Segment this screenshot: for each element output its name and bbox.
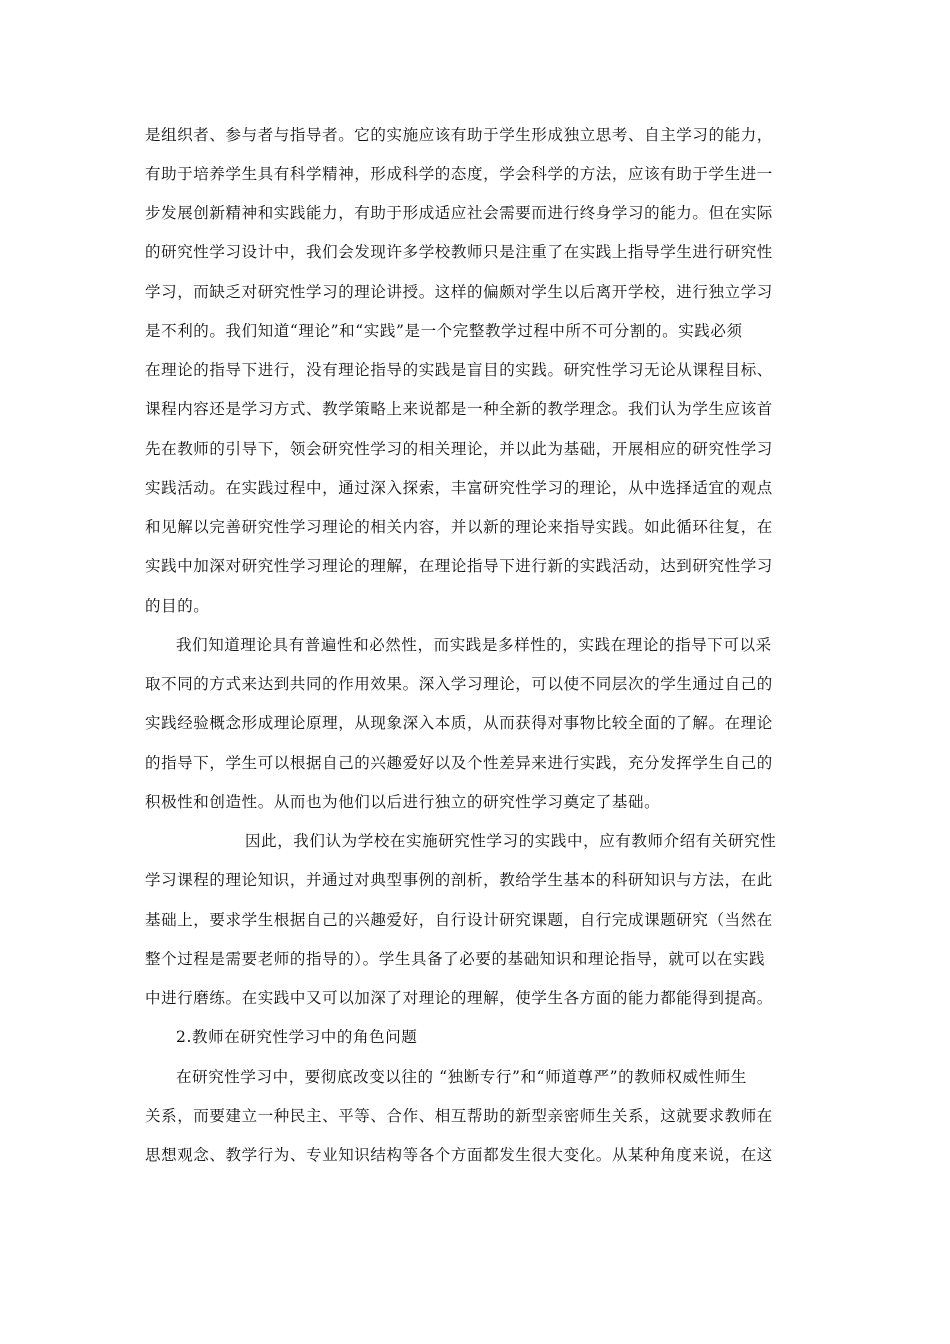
text-line: 是组织者、参与者与指导者。它的实施应该有助于学生形成独立思考、自主学习的能力， bbox=[145, 126, 773, 144]
text-line: 实践中加深对研究性学习理论的理解，在理论指导下进行新的实践活动，达到研究性学习 bbox=[145, 557, 773, 575]
text-line: 是不利的。我们知道“理论”和“实践”是一个完整教学过程中所不可分割的。实践必须 bbox=[145, 322, 743, 340]
text-line: 和见解以完善研究性学习理论的相关内容，并以新的理论来指导实践。如此循环往复，在 bbox=[145, 518, 773, 536]
text-line: 步发展创新精神和实践能力，有助于形成适应社会需要而进行终身学习的能力。但在实际 bbox=[145, 204, 773, 222]
text-line: 基础上，要求学生根据自己的兴趣爱好，自行设计研究课题，自行完成课题研究（当然在 bbox=[145, 911, 773, 929]
text-line: 的研究性学习设计中，我们会发现许多学校教师只是注重了在实践上指导学生进行研究性 bbox=[145, 243, 773, 261]
text-line: 中进行磨练。在实践中又可以加深了对理论的理解，使学生各方面的能力都能得到提高。 bbox=[145, 989, 773, 1007]
text-line: 学习，而缺乏对研究性学习的理论讲授。这样的偏颇对学生以后离开学校，进行独立学习 bbox=[145, 283, 773, 301]
text-line: 先在教师的引导下，领会研究性学习的相关理论，并以此为基础，开展相应的研究性学习 bbox=[145, 440, 773, 458]
text-line: 实践活动。在实践过程中，通过深入探索，丰富研究性学习的理论，从中选择适宜的观点 bbox=[145, 479, 773, 497]
text-line: 思想观念、教学行为、专业知识结构等各个方面都发生很大变化。从某种角度来说，在这 bbox=[145, 1146, 773, 1164]
text-line: 学习课程的理论知识，并通过对典型事例的剖析，教给学生基本的科研知识与方法，在此 bbox=[145, 871, 773, 889]
text-line: 课程内容还是学习方式、教学策略上来说都是一种全新的教学理念。我们认为学生应该首 bbox=[145, 400, 773, 418]
text-line: 实践经验概念形成理论原理，从现象深入本质，从而获得对事物比较全面的了解。在理论 bbox=[145, 714, 773, 732]
text-line: 取不同的方式来达到共同的作用效果。深入学习理论，可以使不同层次的学生通过自己的 bbox=[145, 675, 773, 693]
text-line: 积极性和创造性。从而也为他们以后进行独立的研究性学习奠定了基础。 bbox=[145, 793, 661, 811]
section-heading: 2.教师在研究性学习中的角色问题 bbox=[176, 1028, 418, 1046]
text-line: 有助于培养学生具有科学精神，形成科学的态度，学会科学的方法，应该有助于学生进一 bbox=[145, 165, 773, 183]
paragraph-first-line: 在研究性学习中，要彻底改变以往的 “独断专行”和“师道尊严”的教师权威性师生 bbox=[176, 1068, 747, 1086]
text-line: 关系，而要建立一种民主、平等、合作、相互帮助的新型亲密师生关系，这就要求教师在 bbox=[145, 1107, 773, 1125]
text-line: 的指导下，学生可以根据自己的兴趣爱好以及个性差异来进行实践，充分发挥学生自己的 bbox=[145, 754, 773, 772]
text-line: 的目的。 bbox=[145, 597, 210, 615]
text-line: 整个过程是需要老师的指导的）。学生具备了必要的基础知识和理论指导，就可以在实践 bbox=[145, 950, 766, 968]
paragraph-first-line: 我们知道理论具有普遍性和必然性，而实践是多样性的，实践在理论的指导下可以采 bbox=[176, 636, 772, 654]
paragraph-first-line: 因此，我们认为学校在实施研究性学习的实践中，应有教师介绍有关研究性 bbox=[245, 832, 777, 850]
text-line: 在理论的指导下进行，没有理论指导的实践是盲目的实践。研究性学习无论从课程目标、 bbox=[145, 361, 773, 379]
